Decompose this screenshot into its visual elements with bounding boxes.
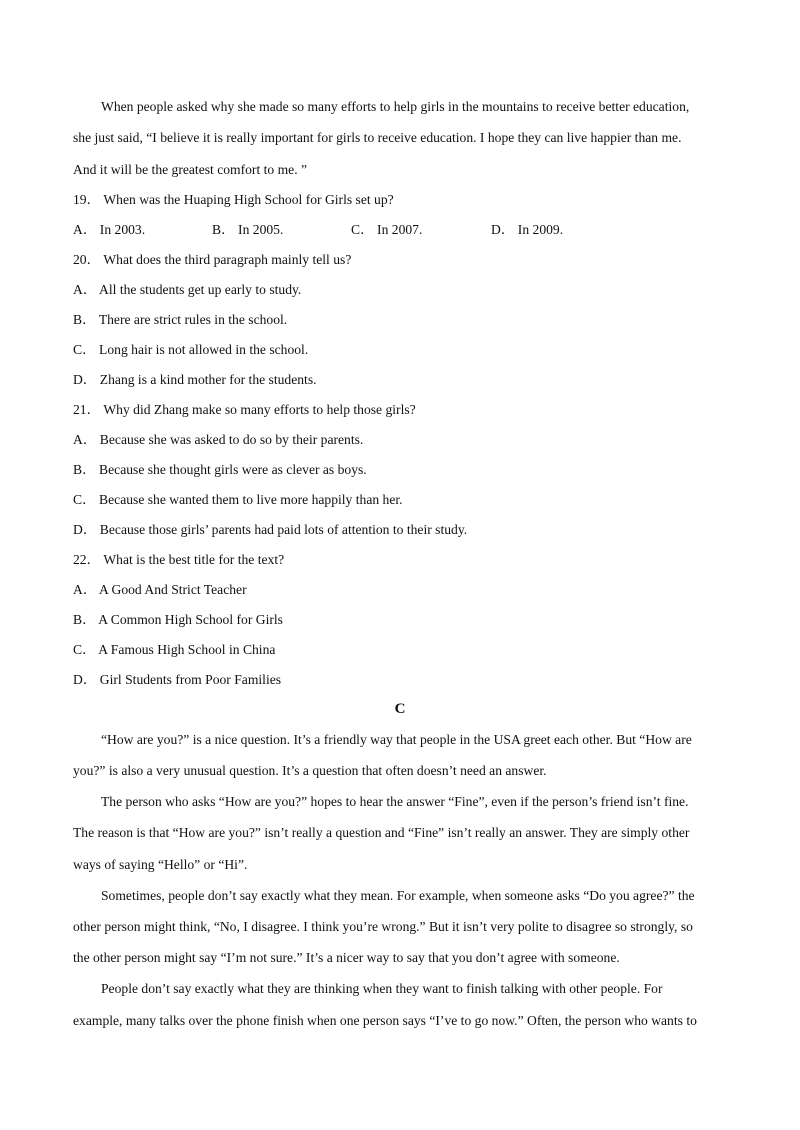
question-21-stem: 21． Why did Zhang make so many efforts to help those girls? <box>73 402 416 417</box>
passage-line: the other person might say “I’m not sure.” It’s a nicer way to say that you don’t agree with someone. <box>73 950 620 965</box>
option-b: B． In 2005. <box>212 222 284 237</box>
question-20-stem: 20． What does the third paragraph mainly tell us? <box>73 252 352 267</box>
option-d: D． Because those girls’ parents had paid lots of attention to their study. <box>73 522 468 537</box>
passage-line: she just said, “I believe it is really important for girls to receive education. I hope they can live happier than me. <box>73 130 682 145</box>
option-d: D． Zhang is a kind mother for the students. <box>73 372 317 387</box>
passage-line: you?” is also a very unusual question. It’s a question that often doesn’t need an answer. <box>73 763 547 778</box>
option-d: D． In 2009. <box>491 222 564 237</box>
passage-line: The person who asks “How are you?” hopes to hear the answer “Fine”, even if the person’s friend isn’t fine. <box>101 794 689 809</box>
option-b: B． A Common High School for Girls <box>73 612 283 627</box>
passage-line: example, many talks over the phone finish when one person says “I’ve to go now.” Often, the person who wants to <box>73 1013 697 1028</box>
option-a: A． All the students get up early to study. <box>73 282 302 297</box>
passage-line: other person might think, “No, I disagree. I think you’re wrong.” But it isn’t very polite to disagree so strongly, so <box>73 919 693 934</box>
option-a: A． Because she was asked to do so by their parents. <box>73 432 364 447</box>
option-c: C． Long hair is not allowed in the school. <box>73 342 309 357</box>
passage-line: ways of saying “Hello” or “Hi”. <box>73 857 248 872</box>
option-b: B． There are strict rules in the school. <box>73 312 288 327</box>
passage-line: And it will be the greatest comfort to me. ” <box>73 162 308 177</box>
option-c: C． A Famous High School in China <box>73 642 276 657</box>
option-a: A． In 2003. <box>73 222 146 237</box>
passage-line: “How are you?” is a nice question. It’s a friendly way that people in the USA greet each other. But “How are <box>101 732 692 747</box>
option-b: B． Because she thought girls were as clever as boys. <box>73 462 367 477</box>
option-d: D． Girl Students from Poor Families <box>73 672 282 687</box>
passage-line: The reason is that “How are you?” isn’t really a question and “Fine” isn’t really an answer. They are simply other <box>73 825 690 840</box>
option-c: C． In 2007. <box>351 222 423 237</box>
question-22-stem: 22． What is the best title for the text? <box>73 552 285 567</box>
option-a: A． A Good And Strict Teacher <box>73 582 247 597</box>
section-c-heading: C <box>394 701 406 717</box>
passage-line: Sometimes, people don’t say exactly what they mean. For example, when someone asks “Do you agree?” the <box>101 888 695 903</box>
question-19-stem: 19． When was the Huaping High School for Girls set up? <box>73 192 394 207</box>
option-c: C． Because she wanted them to live more happily than her. <box>73 492 403 507</box>
passage-line: When people asked why she made so many efforts to help girls in the mountains to receive better education, <box>101 99 690 114</box>
passage-line: People don’t say exactly what they are thinking when they want to finish talking with other people. For <box>101 981 663 996</box>
